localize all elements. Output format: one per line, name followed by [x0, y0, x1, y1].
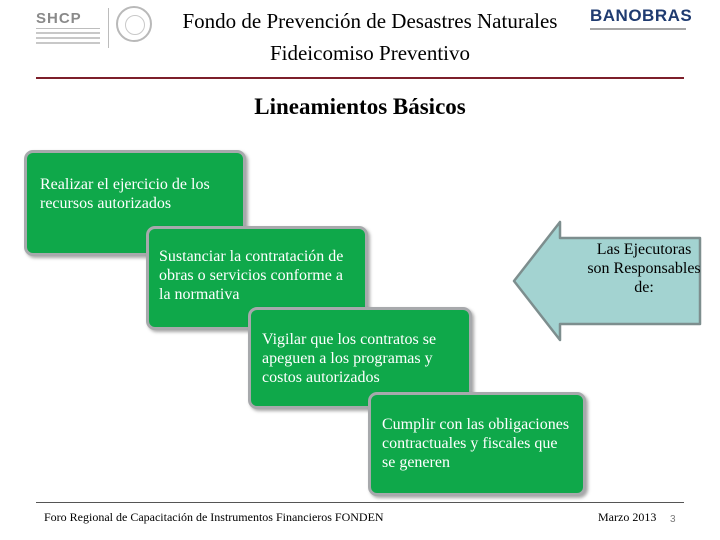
- page-title-line1: Fondo de Prevención de Desastres Naturales: [182, 9, 558, 33]
- shcp-logo-text: SHCP: [36, 10, 82, 27]
- step-box-4: [368, 392, 586, 496]
- banobras-logo: [590, 6, 693, 40]
- page-title-line2: Fideicomiso Preventivo: [269, 41, 471, 65]
- header-divider: [36, 77, 684, 79]
- slide-heading: Lineamientos Básicos: [254, 94, 466, 119]
- shcp-logo: [28, 8, 106, 48]
- banobras-logo-text: BANOBRAS: [590, 6, 693, 25]
- banobras-logo-tagline: [590, 28, 686, 30]
- shcp-logo-subtitle-lines: [36, 28, 100, 43]
- logo-separator: [108, 8, 109, 48]
- step-box-3-text: Vigilar que los contratos se apeguen a los programas y costos autorizados: [262, 331, 437, 386]
- step-box-1-text: Realizar el ejercicio de los recursos autorizados: [40, 176, 210, 212]
- page-number: 3: [670, 514, 676, 525]
- step-box-4-text: Cumplir con las obligaciones contractuales y fiscales que se generen: [382, 416, 570, 471]
- arrow-label: Las Ejecutoras son Responsables de:: [587, 241, 701, 296]
- footer-divider: [36, 502, 684, 503]
- step-box-2-text: Sustanciar la contratación de obras o servicios conforme a la normativa: [159, 248, 344, 303]
- footer-event-name: Foro Regional de Capacitación de Instrumentos Financieros FONDEN: [44, 510, 384, 524]
- coat-of-arms-seal: [116, 6, 152, 42]
- footer-date: Marzo 2013: [598, 510, 657, 524]
